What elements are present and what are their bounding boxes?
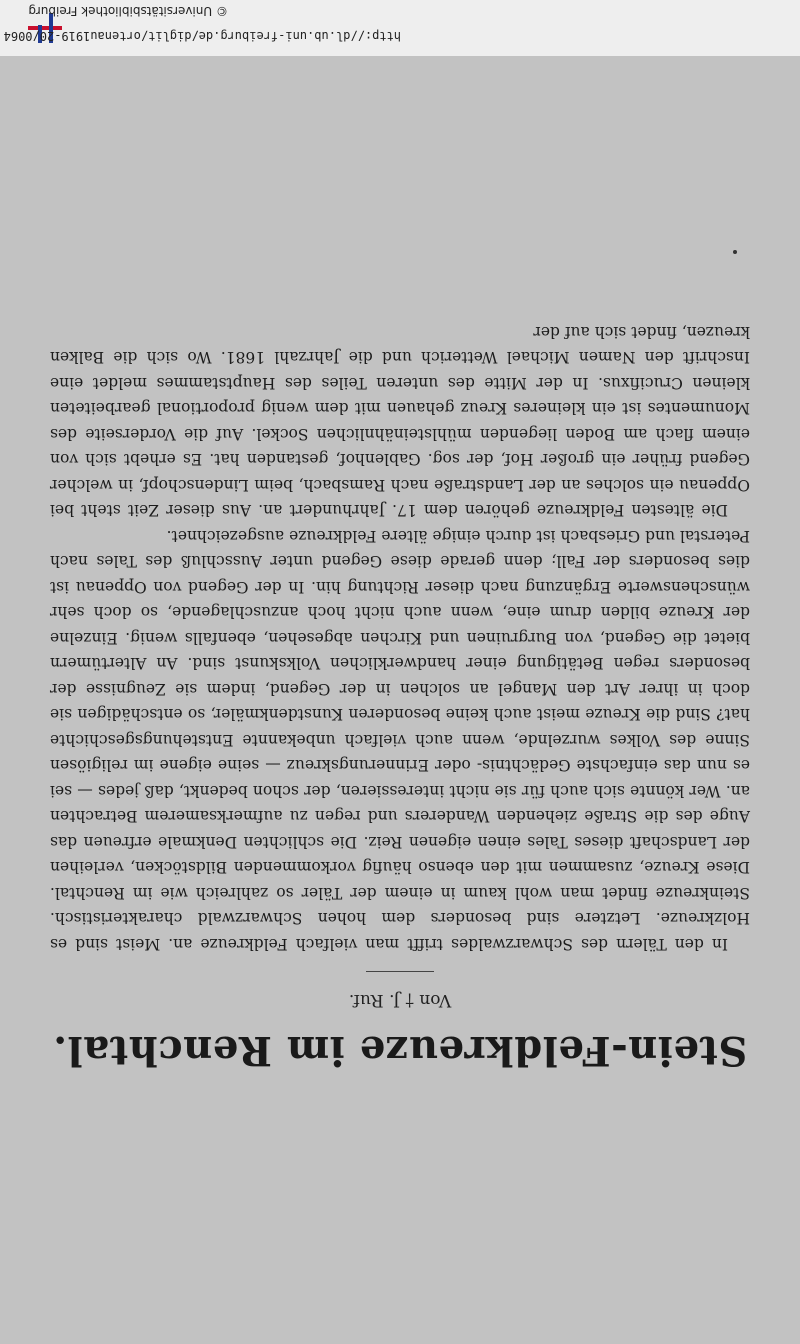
document-url[interactable]: http://dl.ub.uni-freiburg.de/diglit/ortenau1919-20/0064 (3, 29, 401, 43)
copyright-notice: © Universitätsbibliothek Freiburg (28, 4, 228, 18)
article-byline: Von † J. Ruf. (348, 990, 452, 1010)
scanned-page (0, 56, 800, 1344)
paper-speck (733, 250, 737, 254)
paragraph-1: In den Tälern des Schwarzwaldes trifft man vielfach Feldkreuze an. Meist sind es Holzkreuze. Letztere sind besonders dem hohen Schwarzwald charakteristisch. Steinkreuze findet man wohl kaum in einem der Täler so zahlreich wie im Renchtal. Diese Kreuze, zusammen mit den ebenso häufig vorkommenden Bildstöcken, verleihen der Landschaft dieses Tales einen eigenen Reiz. Die schlichten Denkmale erfreuen das Auge des die Straße ziehenden Wanderers und regen zu aufmerksamerem Betrachten an. Wer könnte sich auch für sie nicht interessieren, der schon bedenkt, daß jedes — sei es nun das einfachste Gedächtnis- oder Erinnerungskreuz — seine eigene im religiösen Sinne des Volkes wurzelnde, wenn auch vielfach unbekannte Entstehungsgeschichte hat? Sind die Kreuze meist auch keine besonderen Kunstdenkmäler, so entschädigen sie doch in ihrer Art den Mangel an solchen in der Gegend, indem sie Zeugnisse der besonders regen Betätigung einer handwerklichen Volkskunst sind. An Altertümern bietet die Gegend, von Burgruinen und Kirchen abgesehen, ebenfalls wenig. Einzelne der Kreuze bilden drum eine, wenn auch nicht hoch anzuschlagende, so doch sehr wünschenswerte Ergänzung nach dieser Richtung hin. In der Gegend von Oppenau ist dies besonders der Fall; denn gerade diese Gegend unter Ausschluß des Tales nach Peterstal und Griesbach ist durch einige ältere Feldkreuze ausgezeichnet. (50, 527, 750, 953)
paragraph-2: Die ältesten Feldkreuze gehören dem 17. Jahrhundert an. Aus dieser Zeit steht bei Oppenau ein solches an der Landstraße nach Ramsbach, beim Lindenschopf, in welcher Gegend früher ein großer Hof, der sog. Gablenhof, gestanden hat. Es erhebt sich von einem flach am Boden liegenden mühlsteinähnlichen Sockel. Auf die Vorderseite des Monumentes ist ein kleineres Kreuz gehauen mit dem wenig proportional gearbeiteten kleinen Crucifixus. In der Mitte des unteren Teiles des Hauptstammes meldet eine Inschrift den Namen Michael Wetterich und die Jahrzahl 1681. Wo sich die Balken kreuzen, findet sich auf der (50, 323, 750, 520)
article-body (50, 319, 750, 957)
article-title: Stein-Feldkreuze im Renchtal. (52, 1027, 748, 1074)
title-divider (366, 971, 434, 972)
